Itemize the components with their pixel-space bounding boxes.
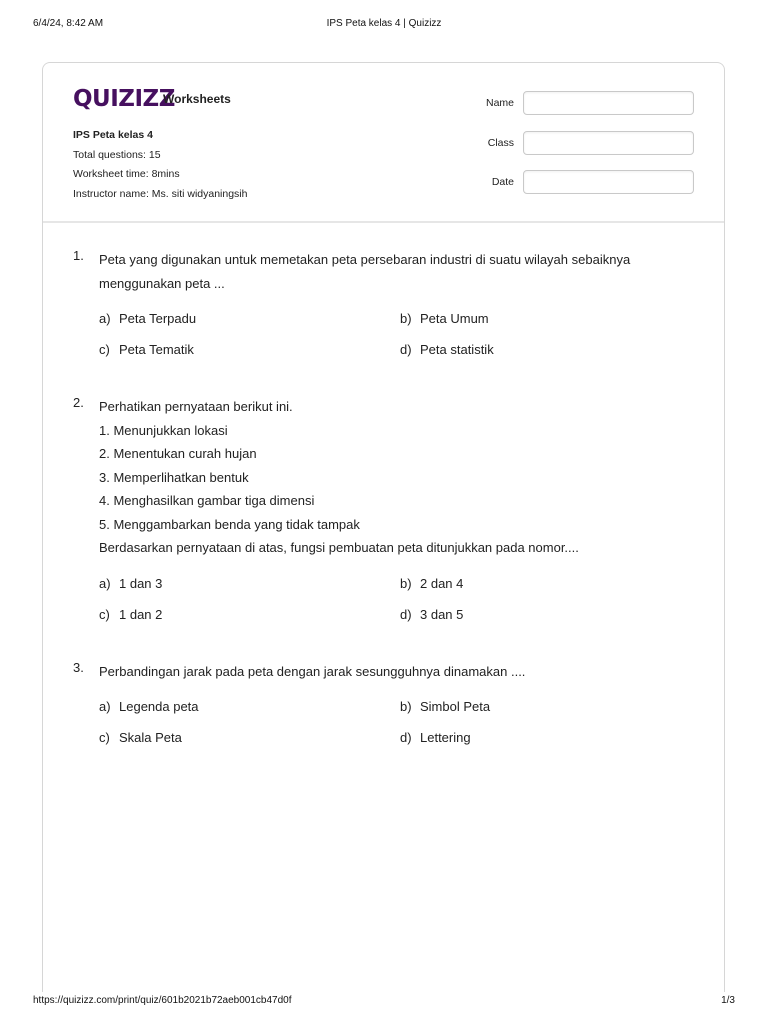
option-key: b) <box>400 311 412 326</box>
name-field-row <box>484 91 694 115</box>
class-field-row <box>484 131 694 155</box>
option-d <box>400 606 463 624</box>
date-field-row <box>484 170 694 194</box>
instructor-name: Instructor name: Ms. siti widyaningsih <box>73 187 248 200</box>
option-a <box>99 575 162 593</box>
statement-line: 2. Menentukan curah hujan <box>99 446 257 461</box>
question-2 <box>43 395 724 560</box>
statement-line: 1. Menunjukkan lokasi <box>99 422 228 438</box>
question-text: Peta yang digunakan untuk memetakan peta persebaran industri di suatu wilayah sebaiknya menggunakan peta ... <box>99 252 631 291</box>
option-key: a) <box>99 575 111 591</box>
total-questions: Total questions: 15 <box>73 148 161 161</box>
question-2-options <box>43 575 724 637</box>
option-text: 1 dan 3 <box>119 575 163 591</box>
date-label: Date <box>491 176 514 188</box>
logo-tagline: Worksheets <box>163 92 231 106</box>
question-1-options <box>43 310 724 372</box>
option-c <box>99 729 182 747</box>
statement-line: 5. Menggambarkan benda yang tidak tampak <box>99 516 360 532</box>
option-a <box>99 698 199 716</box>
name-field[interactable] <box>523 91 694 115</box>
option-key: c) <box>99 606 110 622</box>
print-datetime: 6/4/24, 8:42 AM <box>33 18 104 29</box>
worksheet-title: IPS Peta kelas 4 <box>73 129 153 141</box>
page-number: 1/3 <box>721 995 735 1006</box>
option-key: b) <box>400 699 412 714</box>
option-key: d) <box>400 342 412 357</box>
option-b <box>400 698 490 716</box>
worksheet-meta <box>73 126 247 204</box>
student-fields <box>484 91 694 210</box>
option-key: a) <box>99 699 111 714</box>
question-list <box>43 248 724 760</box>
question-text: Perbandingan jarak pada peta dengan jarak sesungguhnya dinamakan .... <box>99 663 526 679</box>
statement-line: 4. Menghasilkan gambar tiga dimensi <box>99 493 315 508</box>
option-key: c) <box>99 730 110 745</box>
option-text: 3 dan 5 <box>420 606 464 622</box>
class-label: Class <box>487 136 514 149</box>
question-number: 3. <box>73 659 84 675</box>
option-c <box>99 341 194 359</box>
option-key: d) <box>400 606 412 622</box>
option-text: Legenda peta <box>119 699 199 714</box>
question-number: 2. <box>73 395 84 410</box>
print-url: https://quizizz.com/print/quiz/601b2021b72aeb001cb47d0f <box>33 995 292 1006</box>
option-text: 1 dan 2 <box>119 606 163 622</box>
option-text: Simbol Peta <box>420 699 491 714</box>
option-text: Peta Terpadu <box>119 311 197 326</box>
statement-line: 3. Memperlihatkan bentuk <box>99 469 249 485</box>
option-text: Skala Peta <box>119 730 182 745</box>
name-label: Name <box>485 97 514 109</box>
option-text: Peta Tematik <box>119 342 194 357</box>
print-header <box>33 18 735 32</box>
print-page-title: IPS Peta kelas 4 | Quizizz <box>326 18 442 29</box>
option-key: d) <box>400 730 412 745</box>
option-key: b) <box>400 575 412 591</box>
option-text: Lettering <box>420 730 471 745</box>
worksheet-card <box>42 62 725 992</box>
worksheet-time: Worksheet time: 8mins <box>73 168 180 180</box>
option-d <box>400 341 494 359</box>
option-a <box>99 310 196 328</box>
option-text: 2 dan 4 <box>420 575 464 591</box>
option-text: Peta statistik <box>420 342 494 357</box>
print-footer <box>33 995 735 1009</box>
question-prompt: Berdasarkan pernyataan di atas, fungsi pembuatan peta ditunjukkan pada nomor.... <box>99 540 579 555</box>
class-field[interactable] <box>523 131 694 155</box>
option-d <box>400 729 471 747</box>
option-key: a) <box>99 311 111 326</box>
option-b <box>400 575 463 593</box>
date-field[interactable] <box>523 170 694 194</box>
question-1 <box>43 248 724 295</box>
option-c <box>99 606 162 624</box>
worksheet-header <box>43 63 724 223</box>
question-3 <box>43 660 724 684</box>
question-number: 1. <box>73 248 84 263</box>
option-b <box>400 310 489 328</box>
question-3-options <box>43 698 724 760</box>
logo-wordmark: QUIZIZZ <box>73 86 175 112</box>
question-text: Perhatikan pernyataan berikut ini. <box>99 399 293 414</box>
option-key: c) <box>99 342 110 357</box>
option-text: Peta Umum <box>420 311 489 326</box>
